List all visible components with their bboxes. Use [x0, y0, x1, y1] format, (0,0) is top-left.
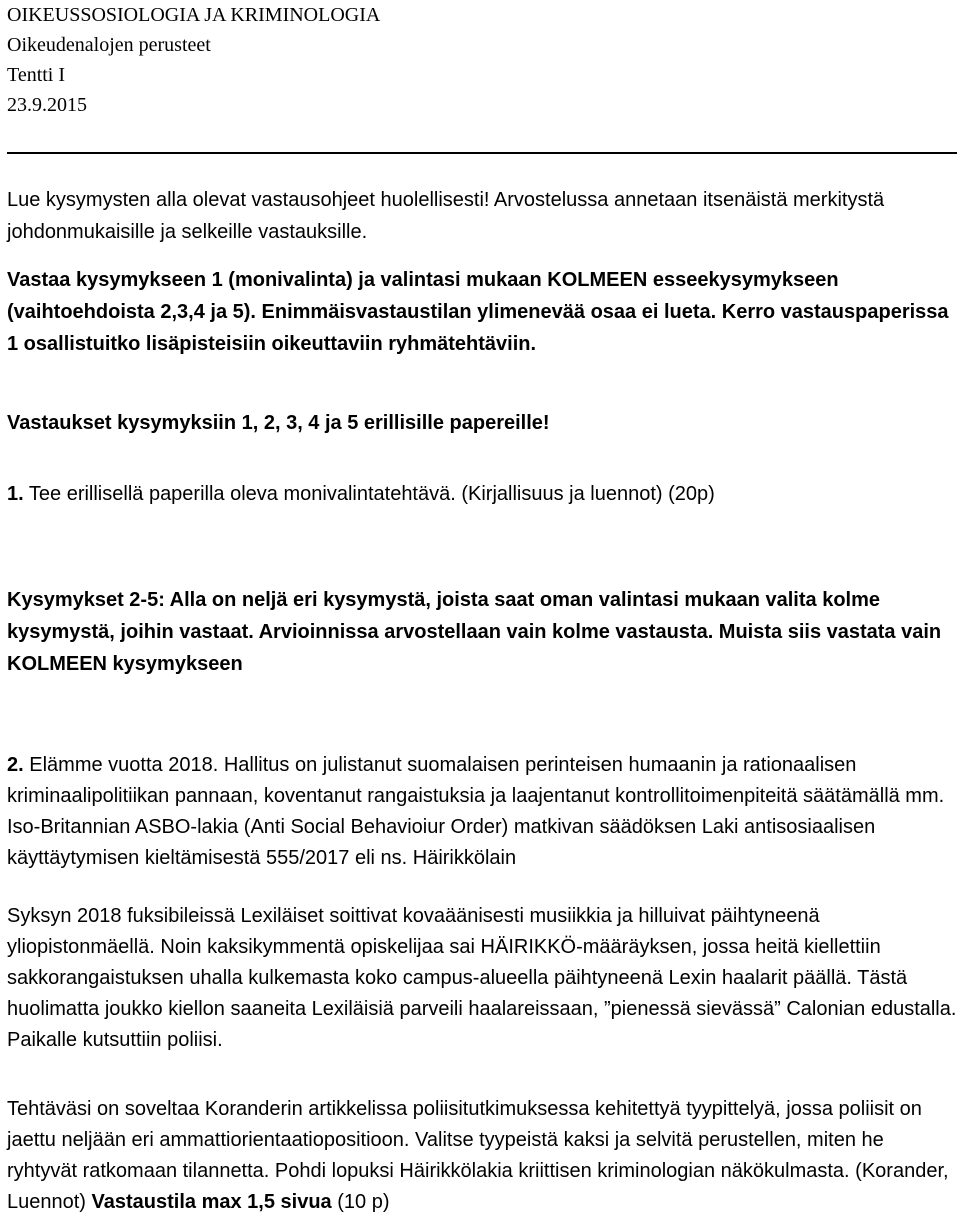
scenario-tail: Paikalle kutsuttiin poliisi.: [7, 1029, 223, 1051]
scenario-paragraph: [7, 901, 957, 1056]
subject-title: OIKEUSSOSIOLOGIA JA KRIMINOLOGIA: [7, 4, 381, 26]
question-2-lead: Elämme vuotta 2018.: [29, 754, 219, 776]
question-1-number: 1.: [7, 483, 24, 505]
question-2-text: Hallitus on julistanut suomalaisen perinteisen humaanin ja rationaalisen kriminaalipolitiikan pannaan, koventanut rangaistuksia ja laajentanut kontrollitoimenpiteitä säätämällä mm. Iso-Britannian ASBO-lakia (Anti Social Behavioiur Order) matkivan säädöksen Laki antisosiaalisen käyttäytymisen kieltämisestä 555/2017 eli ns. Häirikkölain: [7, 754, 945, 869]
scenario-main: Syksyn 2018 fuksibileissä Lexiläiset soittivat kovaäänisesti musiikkia ja hilluivat päihtyneenä yliopistonmäellä. Noin kaksikymmentä opiskelijaa sai HÄIRIKKÖ-määräyksen, jossa heitä kiellettiin sakkorangaistuksen uhalla kulkemasta koko campus-alueella päihtyneenä Lexin haalarit päällä. Tästä huolimatta joukko kiellon saaneita Lexiläisiä parveili haalareissaan, ”pienessä sievässä” Calonian edustalla.: [7, 905, 957, 1020]
question-1-text: Tee erillisellä paperilla oleva monivalintatehtävä.: [28, 483, 456, 505]
question-2: [7, 750, 957, 874]
answers-note: Vastaukset kysymyksiin 1, 2, 3, 4 ja 5 erillisille papereille!: [7, 412, 550, 434]
intro-paragraph: Lue kysymysten alla olevat vastausohjeet huolellisesti! Arvostelussa annetaan itsenäistä merkitystä johdonmukaisille ja selkeille vastauksille.: [7, 189, 885, 243]
task-points: (10 p): [337, 1191, 390, 1213]
instructions-paragraph: Vastaa kysymykseen 1 (monivalinta) ja valintasi mukaan KOLMEEN esseekysymykseen (vaihtoehdoista 2,3,4 ja 5). Enimmäisvastaustilan ylimenevää osaa ei lueta. Kerro vastauspaperissa 1 osallistuitko lisäpisteisiin oikeuttaviin ryhmätehtäviin.: [7, 269, 949, 355]
exam-name: Tentti I: [7, 64, 66, 86]
question-2-number: 2.: [7, 754, 24, 776]
course-name: Oikeudenalojen perusteet: [7, 34, 211, 56]
questions-2-5-note: Kysymykset 2-5: Alla on neljä eri kysymystä, joista saat oman valintasi mukaan valita kolme kysymystä, joihin vastaat. Arvioinnissa arvostellaan vain kolme vastausta. Muista siis vastata vain KOLMEEN kysymykseen: [7, 589, 942, 675]
question-1: [7, 478, 957, 510]
task-text: Tehtäväsi on soveltaa Koranderin artikkelissa poliisitutkimuksessa kehitettyä tyypittelyä, jossa poliisit on jaettu neljään eri ammattiorientaatiopositioon. Valitse tyypeistä kaksi ja selvitä perustellen, miten he ryhtyvät ratkomaan tilannetta. Pohdi lopuksi Häirikkölakia kriittisen kriminologian näkökulmasta. (Korander, Luennot): [7, 1098, 949, 1213]
exam-header: [7, 0, 380, 120]
header-divider: [7, 152, 957, 154]
task-paragraph: [7, 1094, 957, 1218]
question-1-meta: (Kirjallisuus ja luennot) (20p): [461, 483, 715, 505]
exam-date: 23.9.2015: [7, 94, 87, 116]
task-answer-space: Vastaustila max 1,5 sivua: [91, 1191, 332, 1213]
